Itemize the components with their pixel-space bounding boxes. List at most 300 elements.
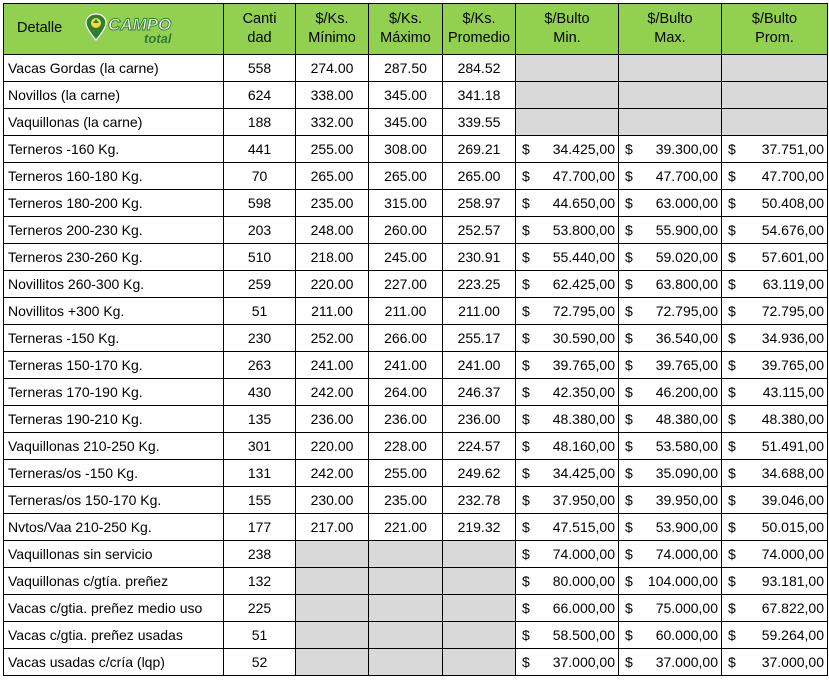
money-value: 34.425,00 (552, 465, 615, 481)
money-value: 53.900,00 (655, 519, 718, 535)
money-value: 34.688,00 (761, 465, 824, 481)
currency-symbol: $ (625, 438, 633, 454)
currency-symbol: $ (625, 492, 633, 508)
header-ks-max: $/Ks. Máximo (369, 4, 443, 55)
currency-symbol: $ (728, 627, 736, 643)
cell-bulto-max-empty (619, 55, 722, 82)
cell-bulto-min (516, 514, 619, 541)
cell-ks-min-empty (296, 595, 369, 622)
cell-cantidad: 132 (224, 568, 296, 595)
currency-symbol: $ (625, 600, 633, 616)
currency-symbol: $ (728, 465, 736, 481)
table-row (4, 406, 828, 433)
table-row (4, 460, 828, 487)
cell-bulto-max (619, 433, 722, 460)
header-bulto-max: $/Bulto Max. (619, 4, 722, 55)
cell-cantidad: 301 (224, 433, 296, 460)
cell-detalle: Terneras 170-190 Kg. (4, 379, 224, 406)
currency-symbol: $ (522, 195, 530, 211)
cell-bulto-min (516, 352, 619, 379)
currency-symbol: $ (625, 384, 633, 400)
cell-bulto-max (619, 244, 722, 271)
money-value: 39.950,00 (655, 492, 718, 508)
cell-ks-min: 218.00 (296, 244, 369, 271)
cell-cantidad: 203 (224, 217, 296, 244)
cell-bulto-prom (722, 460, 828, 487)
table-row (4, 217, 828, 244)
price-table-container (3, 3, 828, 676)
cell-cantidad: 441 (224, 136, 296, 163)
cell-ks-min: 248.00 (296, 217, 369, 244)
cell-bulto-max (619, 190, 722, 217)
cell-bulto-min (516, 406, 619, 433)
cell-detalle: Novillitos +300 Kg. (4, 298, 224, 325)
currency-symbol: $ (728, 519, 736, 535)
currency-symbol: $ (522, 654, 530, 670)
cell-detalle: Terneros 200-230 Kg. (4, 217, 224, 244)
cell-ks-min-empty (296, 541, 369, 568)
cell-bulto-min (516, 487, 619, 514)
money-value: 34.936,00 (761, 330, 824, 346)
money-value: 66.000,00 (552, 600, 615, 616)
cell-ks-prom: 255.17 (443, 325, 516, 352)
money-value: 39.046,00 (761, 492, 824, 508)
table-row (4, 136, 828, 163)
currency-symbol: $ (625, 195, 633, 211)
money-value: 47.700,00 (552, 168, 615, 184)
cell-cantidad: 188 (224, 109, 296, 136)
cell-ks-min: 236.00 (296, 406, 369, 433)
money-value: 55.900,00 (655, 222, 718, 238)
money-value: 48.380,00 (552, 411, 615, 427)
cell-ks-max: 227.00 (369, 271, 443, 298)
currency-symbol: $ (522, 573, 530, 589)
table-row (4, 568, 828, 595)
cell-ks-min: 265.00 (296, 163, 369, 190)
cattle-price-table (3, 3, 828, 676)
currency-symbol: $ (728, 141, 736, 157)
cell-detalle: Novillos (la carne) (4, 82, 224, 109)
cell-ks-min: 252.00 (296, 325, 369, 352)
cell-bulto-max (619, 595, 722, 622)
cell-bulto-max (619, 649, 722, 676)
cell-bulto-min (516, 622, 619, 649)
cell-ks-max: 345.00 (369, 82, 443, 109)
currency-symbol: $ (522, 384, 530, 400)
cell-detalle: Terneros 180-200 Kg. (4, 190, 224, 217)
money-value: 48.380,00 (655, 411, 718, 427)
table-row (4, 433, 828, 460)
cell-detalle: Vaquillonas (la carne) (4, 109, 224, 136)
cell-detalle: Vaquillonas sin servicio (4, 541, 224, 568)
cell-ks-max: 315.00 (369, 190, 443, 217)
money-value: 80.000,00 (552, 573, 615, 589)
cell-ks-max: 211.00 (369, 298, 443, 325)
currency-symbol: $ (728, 195, 736, 211)
cell-bulto-prom (722, 271, 828, 298)
currency-symbol: $ (625, 357, 633, 373)
table-row (4, 55, 828, 82)
cell-ks-max: 245.00 (369, 244, 443, 271)
money-value: 72.795,00 (552, 303, 615, 319)
cell-ks-min: 220.00 (296, 271, 369, 298)
header-bulto-prom: $/Bulto Prom. (722, 4, 828, 55)
money-value: 47.700,00 (655, 168, 718, 184)
money-value: 58.500,00 (552, 627, 615, 643)
money-value: 55.440,00 (552, 249, 615, 265)
currency-symbol: $ (522, 330, 530, 346)
cell-ks-max: 235.00 (369, 487, 443, 514)
cell-bulto-max (619, 298, 722, 325)
cell-ks-max: 265.00 (369, 163, 443, 190)
cell-ks-prom-empty (443, 622, 516, 649)
currency-symbol: $ (728, 546, 736, 562)
cell-bulto-prom (722, 325, 828, 352)
money-value: 37.950,00 (552, 492, 615, 508)
cell-cantidad: 225 (224, 595, 296, 622)
cell-bulto-prom (722, 595, 828, 622)
currency-symbol: $ (625, 249, 633, 265)
cell-ks-min: 217.00 (296, 514, 369, 541)
money-value: 67.822,00 (761, 600, 824, 616)
currency-symbol: $ (522, 222, 530, 238)
money-value: 39.765,00 (552, 357, 615, 373)
currency-symbol: $ (728, 384, 736, 400)
cell-ks-max: 345.00 (369, 109, 443, 136)
currency-symbol: $ (522, 411, 530, 427)
table-row (4, 244, 828, 271)
currency-symbol: $ (625, 573, 633, 589)
cell-cantidad: 238 (224, 541, 296, 568)
money-value: 39.300,00 (655, 141, 718, 157)
cell-detalle: Terneras/os 150-170 Kg. (4, 487, 224, 514)
cell-bulto-min (516, 271, 619, 298)
cell-detalle: Terneras/os -150 Kg. (4, 460, 224, 487)
currency-symbol: $ (625, 411, 633, 427)
cell-cantidad: 155 (224, 487, 296, 514)
cell-detalle: Terneros 230-260 Kg. (4, 244, 224, 271)
cell-bulto-prom-empty (722, 82, 828, 109)
cell-ks-min: 230.00 (296, 487, 369, 514)
currency-symbol: $ (522, 276, 530, 292)
money-value: 37.000,00 (761, 654, 824, 670)
table-row (4, 514, 828, 541)
currency-symbol: $ (728, 654, 736, 670)
cell-bulto-max (619, 487, 722, 514)
cell-ks-min: 241.00 (296, 352, 369, 379)
cell-cantidad: 263 (224, 352, 296, 379)
currency-symbol: $ (728, 492, 736, 508)
currency-symbol: $ (522, 492, 530, 508)
cell-bulto-prom (722, 406, 828, 433)
cell-ks-max: 236.00 (369, 406, 443, 433)
cell-detalle: Nvtos/Vaa 210-250 Kg. (4, 514, 224, 541)
cell-bulto-max (619, 163, 722, 190)
cell-bulto-prom (722, 433, 828, 460)
money-value: 34.425,00 (552, 141, 615, 157)
currency-symbol: $ (625, 141, 633, 157)
money-value: 75.000,00 (655, 600, 718, 616)
cell-ks-min: 255.00 (296, 136, 369, 163)
cell-bulto-prom (722, 244, 828, 271)
money-value: 72.795,00 (761, 303, 824, 319)
currency-symbol: $ (522, 546, 530, 562)
table-row (4, 82, 828, 109)
cell-bulto-min (516, 379, 619, 406)
money-value: 60.000,00 (655, 627, 718, 643)
table-row (4, 622, 828, 649)
cell-ks-min-empty (296, 622, 369, 649)
cell-bulto-max (619, 406, 722, 433)
cell-bulto-prom (722, 163, 828, 190)
cell-ks-prom: 219.32 (443, 514, 516, 541)
currency-symbol: $ (522, 249, 530, 265)
map-pin-icon (86, 14, 106, 40)
cell-detalle: Vaquillonas 210-250 Kg. (4, 433, 224, 460)
money-value: 59.264,00 (761, 627, 824, 643)
table-row (4, 379, 828, 406)
money-value: 37.751,00 (761, 141, 824, 157)
cell-bulto-min (516, 298, 619, 325)
cell-ks-prom: 258.97 (443, 190, 516, 217)
cell-bulto-max (619, 271, 722, 298)
cell-cantidad: 52 (224, 649, 296, 676)
money-value: 63.800,00 (655, 276, 718, 292)
currency-symbol: $ (625, 222, 633, 238)
cell-bulto-min (516, 541, 619, 568)
cell-ks-min: 338.00 (296, 82, 369, 109)
cell-ks-prom: 241.00 (443, 352, 516, 379)
cell-bulto-prom (722, 649, 828, 676)
cell-ks-min: 220.00 (296, 433, 369, 460)
cell-bulto-min (516, 568, 619, 595)
table-row (4, 109, 828, 136)
money-value: 39.765,00 (655, 357, 718, 373)
header-cantidad: Canti dad (224, 4, 296, 55)
cell-bulto-max (619, 622, 722, 649)
cell-ks-prom: 211.00 (443, 298, 516, 325)
cell-ks-max: 308.00 (369, 136, 443, 163)
cell-ks-min-empty (296, 649, 369, 676)
table-row (4, 298, 828, 325)
cell-ks-max: 228.00 (369, 433, 443, 460)
cell-cantidad: 598 (224, 190, 296, 217)
cell-ks-max-empty (369, 622, 443, 649)
header-detalle (4, 4, 224, 55)
cell-bulto-min (516, 433, 619, 460)
cell-bulto-min-empty (516, 82, 619, 109)
cell-ks-max: 260.00 (369, 217, 443, 244)
currency-symbol: $ (625, 330, 633, 346)
currency-symbol: $ (522, 519, 530, 535)
cell-bulto-prom (722, 379, 828, 406)
cell-bulto-prom (722, 352, 828, 379)
header-detalle-label: Detalle (17, 20, 63, 36)
table-row (4, 649, 828, 676)
cell-ks-prom-empty (443, 541, 516, 568)
cell-detalle: Vacas c/gtia. preñez medio uso (4, 595, 224, 622)
cell-bulto-max (619, 514, 722, 541)
cell-ks-min: 332.00 (296, 109, 369, 136)
money-value: 54.676,00 (761, 222, 824, 238)
cell-ks-prom: 339.55 (443, 109, 516, 136)
cell-detalle: Vaquillonas c/gtía. preñez (4, 568, 224, 595)
cell-bulto-min (516, 244, 619, 271)
table-row (4, 325, 828, 352)
cell-bulto-min (516, 460, 619, 487)
cell-cantidad: 430 (224, 379, 296, 406)
money-value: 48.160,00 (552, 438, 615, 454)
money-value: 57.601,00 (761, 249, 824, 265)
money-value: 39.765,00 (761, 357, 824, 373)
currency-symbol: $ (728, 303, 736, 319)
currency-symbol: $ (728, 600, 736, 616)
money-value: 37.000,00 (655, 654, 718, 670)
cell-ks-max: 264.00 (369, 379, 443, 406)
currency-symbol: $ (728, 249, 736, 265)
cell-cantidad: 230 (224, 325, 296, 352)
cell-bulto-max (619, 460, 722, 487)
cell-bulto-max (619, 379, 722, 406)
cell-bulto-max-empty (619, 109, 722, 136)
cell-bulto-prom (722, 136, 828, 163)
cell-bulto-min (516, 136, 619, 163)
currency-symbol: $ (522, 357, 530, 373)
cell-ks-max-empty (369, 568, 443, 595)
cell-cantidad: 510 (224, 244, 296, 271)
table-row (4, 271, 828, 298)
money-value: 42.350,00 (552, 384, 615, 400)
cell-bulto-prom (722, 514, 828, 541)
money-value: 62.425,00 (552, 276, 615, 292)
money-value: 50.015,00 (761, 519, 824, 535)
money-value: 43.115,00 (762, 384, 824, 400)
cell-bulto-max (619, 136, 722, 163)
cell-ks-min: 274.00 (296, 55, 369, 82)
cell-bulto-prom-empty (722, 55, 828, 82)
cell-bulto-prom (722, 541, 828, 568)
table-body (4, 55, 828, 676)
money-value: 48.380,00 (761, 411, 824, 427)
money-value: 53.800,00 (552, 222, 615, 238)
cell-ks-prom: 284.52 (443, 55, 516, 82)
money-value: 51.491,00 (761, 438, 824, 454)
currency-symbol: $ (625, 627, 633, 643)
logo-word-total: total (144, 31, 172, 46)
money-value: 72.795,00 (655, 303, 718, 319)
header-ks-prom: $/Ks. Promedio (443, 4, 516, 55)
cell-bulto-max-empty (619, 82, 722, 109)
cell-bulto-min-empty (516, 109, 619, 136)
cell-bulto-max (619, 352, 722, 379)
currency-symbol: $ (728, 222, 736, 238)
cell-bulto-max (619, 568, 722, 595)
cell-bulto-prom (722, 190, 828, 217)
currency-symbol: $ (522, 168, 530, 184)
cell-bulto-max (619, 325, 722, 352)
money-value: 104.000,00 (647, 573, 718, 589)
table-row (4, 190, 828, 217)
cell-ks-max: 241.00 (369, 352, 443, 379)
cell-ks-prom: 269.21 (443, 136, 516, 163)
table-row (4, 595, 828, 622)
cell-detalle: Terneras 150-170 Kg. (4, 352, 224, 379)
money-value: 35.090,00 (655, 465, 718, 481)
cell-ks-prom: 236.00 (443, 406, 516, 433)
cell-ks-max-empty (369, 595, 443, 622)
money-value: 63.000,00 (655, 195, 718, 211)
money-value: 53.580,00 (655, 438, 718, 454)
table-row (4, 541, 828, 568)
cell-detalle: Terneras 190-210 Kg. (4, 406, 224, 433)
cell-bulto-prom (722, 568, 828, 595)
cell-ks-prom-empty (443, 649, 516, 676)
money-value: 44.650,00 (552, 195, 615, 211)
currency-symbol: $ (625, 654, 633, 670)
currency-symbol: $ (625, 465, 633, 481)
money-value: 63.119,00 (762, 276, 824, 292)
header-ks-min: $/Ks. Mínimo (296, 4, 369, 55)
logo-word-campo: CAMPO (108, 15, 172, 34)
cell-detalle: Vacas c/gtia. preñez usadas (4, 622, 224, 649)
cell-cantidad: 259 (224, 271, 296, 298)
cell-ks-prom: 249.62 (443, 460, 516, 487)
money-value: 74.000,00 (552, 546, 615, 562)
cell-ks-prom: 230.91 (443, 244, 516, 271)
money-value: 59.020,00 (655, 249, 718, 265)
cell-detalle: Novillitos 260-300 Kg. (4, 271, 224, 298)
money-value: 93.181,00 (761, 573, 824, 589)
cell-ks-max-empty (369, 649, 443, 676)
cell-bulto-min (516, 163, 619, 190)
cell-cantidad: 177 (224, 514, 296, 541)
table-row (4, 487, 828, 514)
currency-symbol: $ (728, 276, 736, 292)
currency-symbol: $ (625, 303, 633, 319)
currency-symbol: $ (522, 141, 530, 157)
cell-bulto-min (516, 649, 619, 676)
cell-ks-prom: 341.18 (443, 82, 516, 109)
cell-bulto-max (619, 541, 722, 568)
cell-ks-max: 255.00 (369, 460, 443, 487)
cell-cantidad: 51 (224, 622, 296, 649)
campo-total-logo (84, 12, 194, 46)
cell-ks-prom: 246.37 (443, 379, 516, 406)
cell-ks-max: 287.50 (369, 55, 443, 82)
cell-ks-prom: 223.25 (443, 271, 516, 298)
money-value: 46.200,00 (655, 384, 718, 400)
currency-symbol: $ (625, 519, 633, 535)
currency-symbol: $ (728, 357, 736, 373)
cell-cantidad: 624 (224, 82, 296, 109)
cell-bulto-prom (722, 217, 828, 244)
cell-ks-min: 235.00 (296, 190, 369, 217)
cell-ks-min: 242.00 (296, 460, 369, 487)
cell-ks-prom-empty (443, 595, 516, 622)
cell-detalle: Vacas usadas c/cría (lqp) (4, 649, 224, 676)
currency-symbol: $ (522, 627, 530, 643)
cell-ks-max: 221.00 (369, 514, 443, 541)
currency-symbol: $ (728, 573, 736, 589)
currency-symbol: $ (728, 330, 736, 346)
cell-ks-prom: 265.00 (443, 163, 516, 190)
cell-bulto-prom (722, 622, 828, 649)
cell-bulto-min (516, 595, 619, 622)
money-value: 50.408,00 (761, 195, 824, 211)
money-value: 74.000,00 (761, 546, 824, 562)
cell-ks-prom: 252.57 (443, 217, 516, 244)
table-row (4, 352, 828, 379)
